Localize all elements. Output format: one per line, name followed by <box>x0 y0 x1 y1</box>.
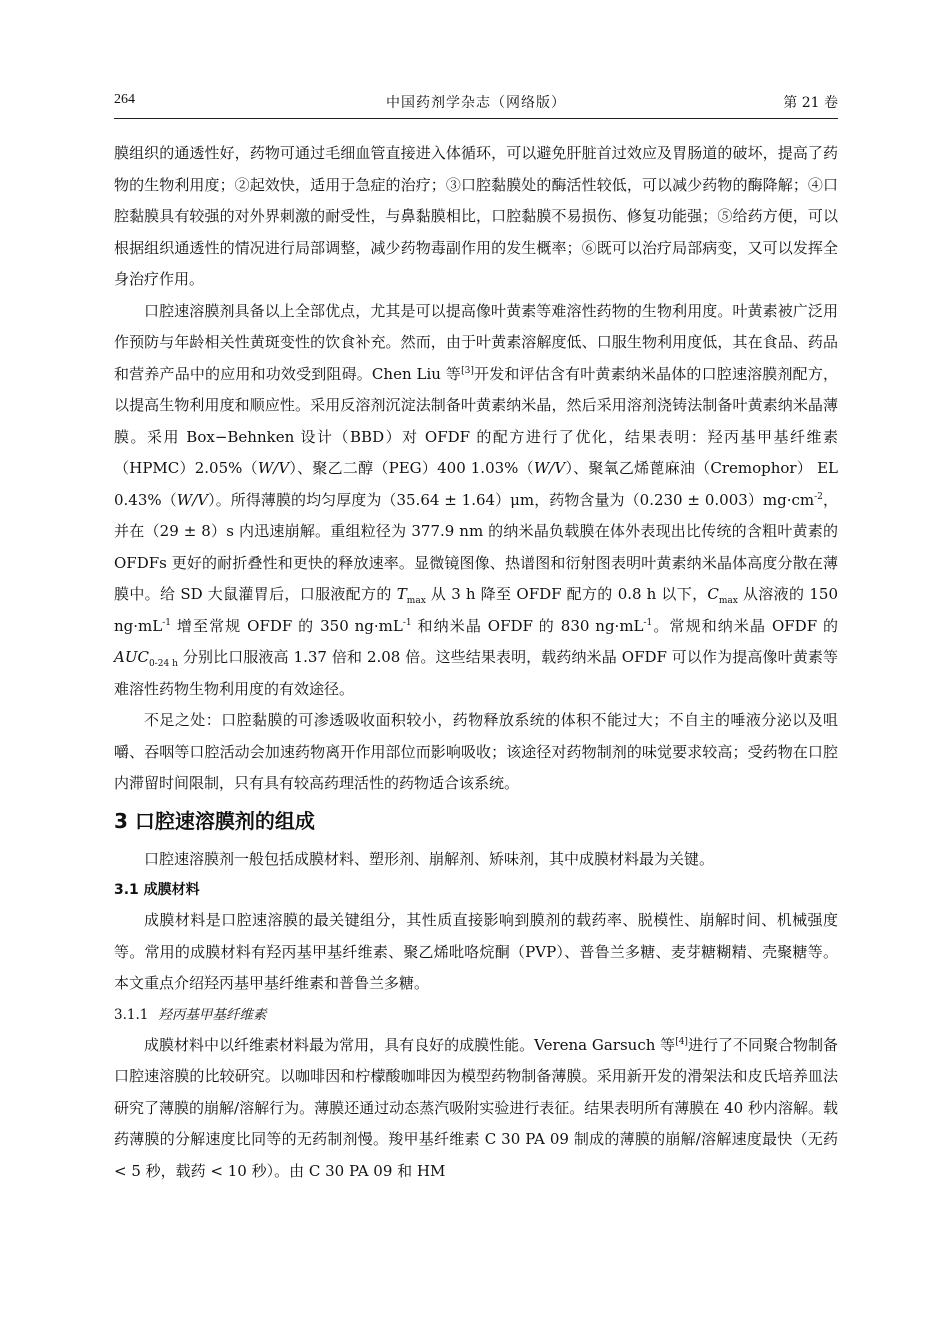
paragraph-lutein-study: 口腔速溶膜剂具备以上全部优点，尤其是可以提高像叶黄素等难溶性药物的生物利用度。叶黄素被广泛用作预防与年龄相关性黄斑变性的饮食补充。然而，由于叶黄素溶解度低、口服生物利用度低，其在食品、药品和营养产品中的应用和功效受到阻碍。Chen Liu 等[3]开发和评估含有叶黄素纳米晶体的口腔速溶膜剂配方，以提高生物利用度和顺应性。采用反溶剂沉淀法制备叶黄素纳米晶，然后采用溶剂浇铸法制备叶黄素纳米晶薄膜。采用 Box−Behnken 设计（BBD）对 OFDF 的配方进行了优化，结果表明：羟丙基甲基纤维素（HPMC）2.05%（W/V）、聚乙二醇（PEG）400 1.03%（W/V）、聚氧乙烯蓖麻油（Cremophor） EL 0.43%（W/V）。所得薄膜的均匀厚度为（35.64 ± 1.64）μm，药物含量为$(0.230 \pm 0.003)mg\cdot cm^{-2}$，并在（29 ± 8）s 内迅速崩解。重组粒径为 377.9 nm 的纳米晶负载膜在体外表现出比传统的含粗叶黄素的 OFDFs 更好的耐折叠性和更快的释放速率。显微镜图像、热谱图和衍射图表明叶黄素纳米晶体高度分散在薄膜中。给 SD 大鼠灌胃后，口服液配方的 $T_{max}$ 从 3 h 降至 OFDF 配方的 0.8 h 以下，$C_{max}$ 从溶液的 150 $ng\cdot mL^{-1}$ 增至常规 OFDF 的 350 $ng\cdot mL^{-1}$ 和纳米晶 OFDF 的 830 $ng\cdot mL^{-1}$。常规和纳米晶 OFDF 的 $AUC_{0-24 h}$ 分别比口服液高 1.37 倍和 2.08 倍。这些结果表明，载药纳米晶 OFDF 可以作为提高像叶黄素等难溶性药物生物利用度的有效途径。 <box>114 301 838 698</box>
citation-4[interactable]: [4] <box>675 1036 688 1047</box>
paragraph-advantages-continued: 膜组织的通透性好，药物可通过毛细血管直接进入体循环，可以避免肝脏首过效应及胃肠道的破坏，提高了药物的生物利用度；②起效快，适用于急症的治疗；③口腔黏膜处的酶活性较低，可以减少药物的酶降解；④口腔黏膜具有较强的对外界刺激的耐受性，与鼻黏膜相比，口腔黏膜不易损伤、修复功能强；⑤给药方便，可以根据组织通透性的情况进行局部调整，减少药物毒副作用的发生概率；⑥既可以治疗局部病变，又可以发挥全身治疗作用。 <box>114 144 838 288</box>
section-heading-3-1-1: 3.1.1 羟丙基甲基纤维素 <box>114 1006 267 1023</box>
journal-title: 中国药剂学杂志（网络版） <box>386 95 566 111</box>
citation-3[interactable]: [3] <box>461 365 474 376</box>
article-body <box>114 138 838 1187</box>
section-heading-3-1: 3.1 成膜材料 <box>114 882 200 898</box>
running-header <box>114 86 838 119</box>
page-number: 264 <box>114 92 135 107</box>
volume-label: 第 21 卷 <box>783 95 838 111</box>
paragraph-limitations: 不足之处：口腔黏膜的可渗透吸收面积较小，药物释放系统的体积不能过大；不自主的唾液分泌以及咀嚼、吞咽等口腔活动会加速药物离开作用部位而影响吸收；该途径对药物制剂的味觉要求较高；受药物在口腔内滞留时间限制，只有具有较高药理活性的药物适合该系统。 <box>114 711 838 792</box>
paragraph-film-materials: 成膜材料是口腔速溶膜的最关键组分，其性质直接影响到膜剂的载药率、脱模性、崩解时间、机械强度等。常用的成膜材料有羟丙基甲基纤维素、聚乙烯吡咯烷酮（PVP）、普鲁兰多糖、麦芽糖糊精、壳聚糖等。本文重点介绍羟丙基甲基纤维素和普鲁兰多糖。 <box>114 911 838 992</box>
paragraph-composition: 口腔速溶膜剂一般包括成膜材料、塑形剂、崩解剂、矫味剂，其中成膜材料最为关键。 <box>144 849 715 868</box>
section-heading-3: 3 口腔速溶膜剂的组成 <box>114 808 315 833</box>
paragraph-hpmc: 成膜材料中以纤维素材料最为常用，具有良好的成膜性能。Verena Garsuch 等[4]进行了不同聚合物制备口腔速溶膜的比较研究。以咖啡因和柠檬酸咖啡因为模型药物制备薄膜。采用新开发的滑架法和皮氏培养皿法研究了薄膜的崩解/溶解行为。薄膜还通过动态蒸汽吸附实验进行表征。结果表明所有薄膜在 40 秒内溶解。载药薄膜的分解速度比同等的无药制剂慢。羧甲基纤维素 C 30 PA 09 制成的薄膜的崩解/溶解速度最快（无药 < 5 秒，载药 < 10 秒）。由 C 30 PA 09 和 HM <box>114 1035 838 1180</box>
